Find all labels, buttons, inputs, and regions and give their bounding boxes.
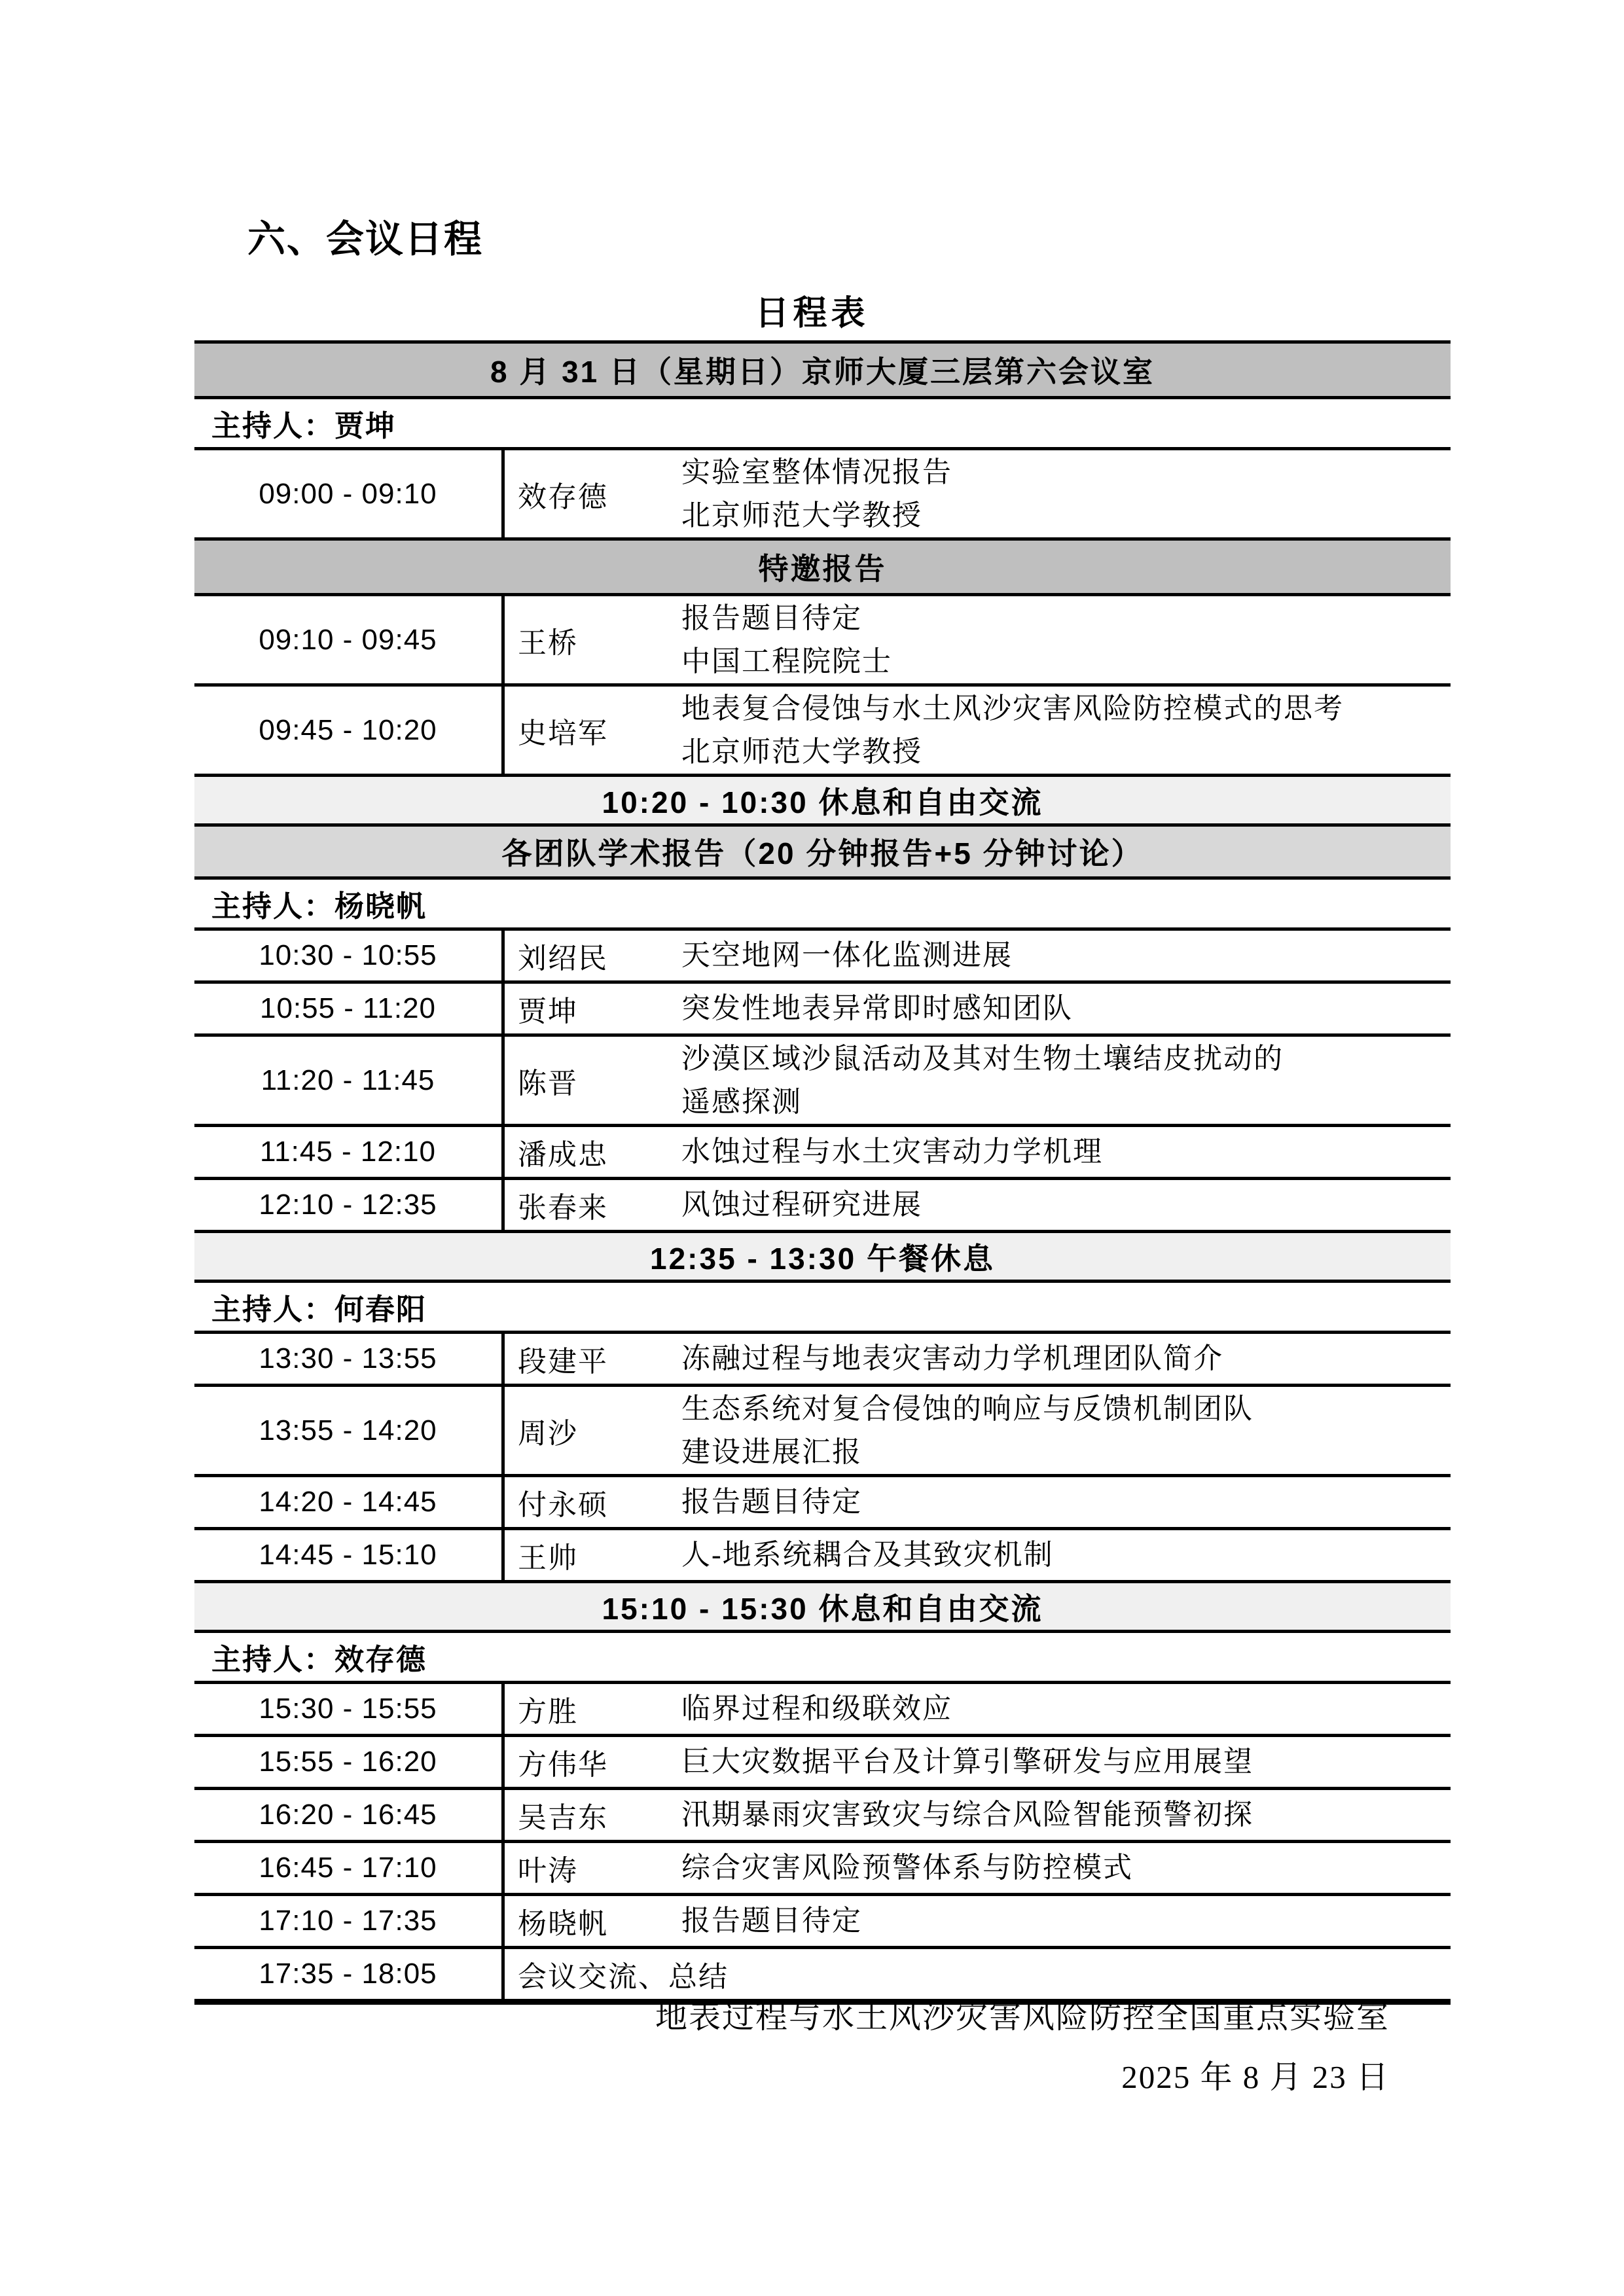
title-cell: [681, 1901, 1451, 1941]
time-label: 13:30 - 13:55: [259, 1342, 437, 1374]
session-body: [505, 450, 1451, 537]
speaker-cell: 陈晋: [518, 1067, 578, 1100]
footer-date: 2025 年 8 月 23 日: [1121, 2059, 1390, 2095]
time-label: 14:45 - 15:10: [259, 1539, 437, 1571]
title-line: 报告题目待定: [681, 601, 862, 634]
session-body: [505, 1790, 1451, 1840]
session-body: [505, 1737, 1451, 1787]
session-row: [194, 1527, 1451, 1580]
title-cell: [681, 1795, 1451, 1835]
speaker-cell: 叶涛: [518, 1855, 578, 1887]
time-cell: [194, 1896, 505, 1946]
title-cell: [681, 1535, 1451, 1575]
section-band-row: [194, 1580, 1451, 1630]
title-cell: [681, 685, 1451, 776]
session-row: [194, 447, 1451, 537]
session-body: [505, 1387, 1451, 1474]
time-cell: [194, 1684, 505, 1734]
title-line: 汛期暴雨灾害致灾与综合风险智能预警初探: [681, 1799, 1254, 1831]
session-body: [505, 1896, 1451, 1946]
section-band-row: [194, 1230, 1451, 1280]
time-cell: [194, 1180, 505, 1230]
time-label: 17:35 - 18:05: [259, 1958, 437, 1990]
speaker-cell: 杨晓帆: [518, 1908, 608, 1940]
title-line: 报告题目待定: [681, 1905, 862, 1937]
title-line: 天空地网一体化监测进展: [681, 939, 1013, 971]
session-body: [505, 1843, 1451, 1893]
title-line: 北京师范大学教授: [681, 499, 922, 531]
session-row: [194, 1033, 1451, 1124]
time-label: 10:55 - 11:20: [259, 992, 437, 1024]
title-line: 综合灾害风险预警体系与防控模式: [681, 1852, 1133, 1884]
speaker-cell: 付永硕: [518, 1489, 608, 1521]
time-label: 09:10 - 09:45: [259, 623, 437, 656]
time-cell: [194, 1737, 505, 1787]
host-row: [194, 1630, 1451, 1681]
speaker-cell: 张春来: [518, 1192, 608, 1224]
title-line: 地表复合侵蚀与水土风沙灾害风险防控模式的思考: [681, 692, 1344, 725]
session-row: [194, 1177, 1451, 1230]
title-cell: [681, 1185, 1451, 1225]
time-cell: [194, 931, 505, 980]
session-row: [194, 1384, 1451, 1474]
title-line: 生态系统对复合侵蚀的响应与反馈机制团队: [681, 1392, 1254, 1425]
section-band-row: [194, 537, 1451, 593]
speaker-cell: 效存德: [518, 480, 608, 513]
time-label: 15:55 - 16:20: [259, 1746, 437, 1778]
speaker-cell: 王桥: [518, 626, 578, 659]
time-cell: [194, 1790, 505, 1840]
session-row: [194, 1893, 1451, 1946]
session-body: [505, 984, 1451, 1033]
title-cell: [681, 595, 1451, 685]
host-label: 主持人：贾坤: [211, 410, 397, 442]
session-row: [194, 1681, 1451, 1734]
title-line: 风蚀过程研究进展: [681, 1189, 922, 1221]
time-cell: [194, 596, 505, 683]
footer: [194, 1987, 1451, 2108]
time-label: 09:00 - 09:10: [259, 477, 437, 510]
time-cell: [194, 984, 505, 1033]
session-body: [505, 1127, 1451, 1177]
speaker-cell: 方伟华: [518, 1749, 608, 1781]
speaker-cell: 刘绍民: [518, 942, 608, 975]
time-label: 17:10 - 17:35: [259, 1905, 437, 1937]
title-line: 冻融过程与地表灾害动力学机理团队简介: [681, 1342, 1223, 1374]
speaker-cell: 会议交流、总结: [518, 1961, 729, 1993]
time-label: 15:30 - 15:55: [259, 1693, 437, 1725]
time-cell: [194, 1334, 505, 1384]
time-label: 11:45 - 12:10: [259, 1136, 437, 1168]
session-body: [505, 1684, 1451, 1734]
footer-org: 地表过程与水土风沙灾害风险防控全国重点实验室: [655, 1999, 1390, 2035]
time-label: 16:45 - 17:10: [259, 1852, 437, 1884]
time-label: 12:10 - 12:35: [259, 1189, 437, 1221]
title-cell: [681, 1339, 1451, 1378]
host-label: 主持人：杨晓帆: [211, 890, 427, 923]
time-label: 11:20 - 11:45: [261, 1064, 435, 1096]
session-body: [505, 596, 1451, 683]
session-row: [194, 1840, 1451, 1893]
title-cell: [681, 936, 1451, 975]
time-cell: [194, 1037, 505, 1124]
band-label: 15:10 - 15:30 休息和自由交流: [602, 1591, 1043, 1626]
time-cell: [194, 450, 505, 537]
session-row: [194, 1787, 1451, 1840]
host-row: [194, 396, 1451, 447]
title-line: 人-地系统耦合及其致灾机制: [681, 1539, 1054, 1571]
schedule-table: [194, 340, 1451, 2005]
session-body: [505, 687, 1451, 774]
session-body: [505, 931, 1451, 980]
host-label: 主持人：效存德: [211, 1643, 427, 1676]
session-row: [194, 1331, 1451, 1384]
session-body: [505, 1477, 1451, 1527]
title-line: 遥感探测: [681, 1085, 802, 1118]
title-cell: [681, 989, 1451, 1028]
session-body: [505, 1334, 1451, 1384]
time-label: 13:55 - 14:20: [259, 1414, 437, 1446]
speaker-cell: 贾坤: [518, 996, 578, 1028]
time-label: 09:45 - 10:20: [259, 713, 437, 746]
title-cell: [681, 1035, 1451, 1126]
title-cell: [681, 1848, 1451, 1888]
title-line: 突发性地表异常即时感知团队: [681, 992, 1073, 1024]
time-cell: [194, 1530, 505, 1580]
session-body: [505, 1530, 1451, 1580]
session-row: [194, 1474, 1451, 1527]
session-row: [194, 1124, 1451, 1177]
title-cell: [681, 1386, 1451, 1476]
section-title: 六、会议日程: [247, 218, 484, 260]
band-label: 10:20 - 10:30 休息和自由交流: [602, 785, 1043, 819]
time-label: 14:20 - 14:45: [259, 1486, 437, 1518]
speaker-cell: 方胜: [518, 1696, 578, 1728]
band-label: 特邀报告: [758, 552, 887, 586]
host-label: 主持人：何春阳: [211, 1293, 427, 1326]
speaker-cell: 吴吉东: [518, 1802, 608, 1834]
session-body: [505, 1037, 1451, 1124]
title-line: 沙漠区域沙鼠活动及其对生物土壤结皮扰动的: [681, 1042, 1284, 1075]
title-line: 中国工程院院士: [681, 645, 892, 677]
time-label: 16:20 - 16:45: [259, 1799, 437, 1831]
band-label: 8 月 31 日（星期日）京师大厦三层第六会议室: [490, 355, 1155, 389]
band-label: 各团队学术报告（20 分钟报告+5 分钟讨论）: [501, 836, 1144, 870]
speaker-cell: 王帅: [518, 1542, 578, 1574]
time-cell: [194, 1387, 505, 1474]
session-row: [194, 593, 1451, 683]
host-row: [194, 876, 1451, 927]
title-line: 实验室整体情况报告: [681, 456, 952, 488]
session-row: [194, 1734, 1451, 1787]
title-line: 北京师范大学教授: [681, 735, 922, 768]
band-label: 12:35 - 13:30 午餐休息: [650, 1241, 995, 1276]
time-cell: [194, 1127, 505, 1177]
title-line: 巨大灾数据平台及计算引擎研发与应用展望: [681, 1746, 1254, 1778]
title-cell: [681, 1132, 1451, 1172]
title-cell: [681, 1742, 1451, 1782]
host-row: [194, 1280, 1451, 1331]
time-cell: [194, 687, 505, 774]
speaker-cell: 史培军: [518, 717, 608, 749]
time-cell: [194, 1843, 505, 1893]
session-row: [194, 683, 1451, 774]
title-cell: [681, 1482, 1451, 1522]
time-cell: [194, 1477, 505, 1527]
speaker-cell: 潘成忠: [518, 1139, 608, 1171]
speaker-cell: 周沙: [518, 1417, 578, 1450]
title-line: 水蚀过程与水土灾害动力学机理: [681, 1136, 1103, 1168]
session-body: [505, 1180, 1451, 1230]
title-line: 建设进展汇报: [681, 1435, 862, 1468]
speaker-cell: 段建平: [518, 1346, 608, 1378]
title-line: 报告题目待定: [681, 1486, 862, 1518]
day-header-row: [194, 340, 1451, 396]
title-cell: [681, 1689, 1451, 1729]
title-cell: [681, 449, 1451, 539]
title-line: 临界过程和级联效应: [681, 1693, 952, 1725]
session-row: [194, 927, 1451, 980]
section-band-row: [194, 774, 1451, 823]
session-row: [194, 980, 1451, 1033]
section-band-row: [194, 823, 1451, 876]
time-label: 10:30 - 10:55: [259, 939, 437, 971]
table-title: 日程表: [755, 295, 869, 332]
